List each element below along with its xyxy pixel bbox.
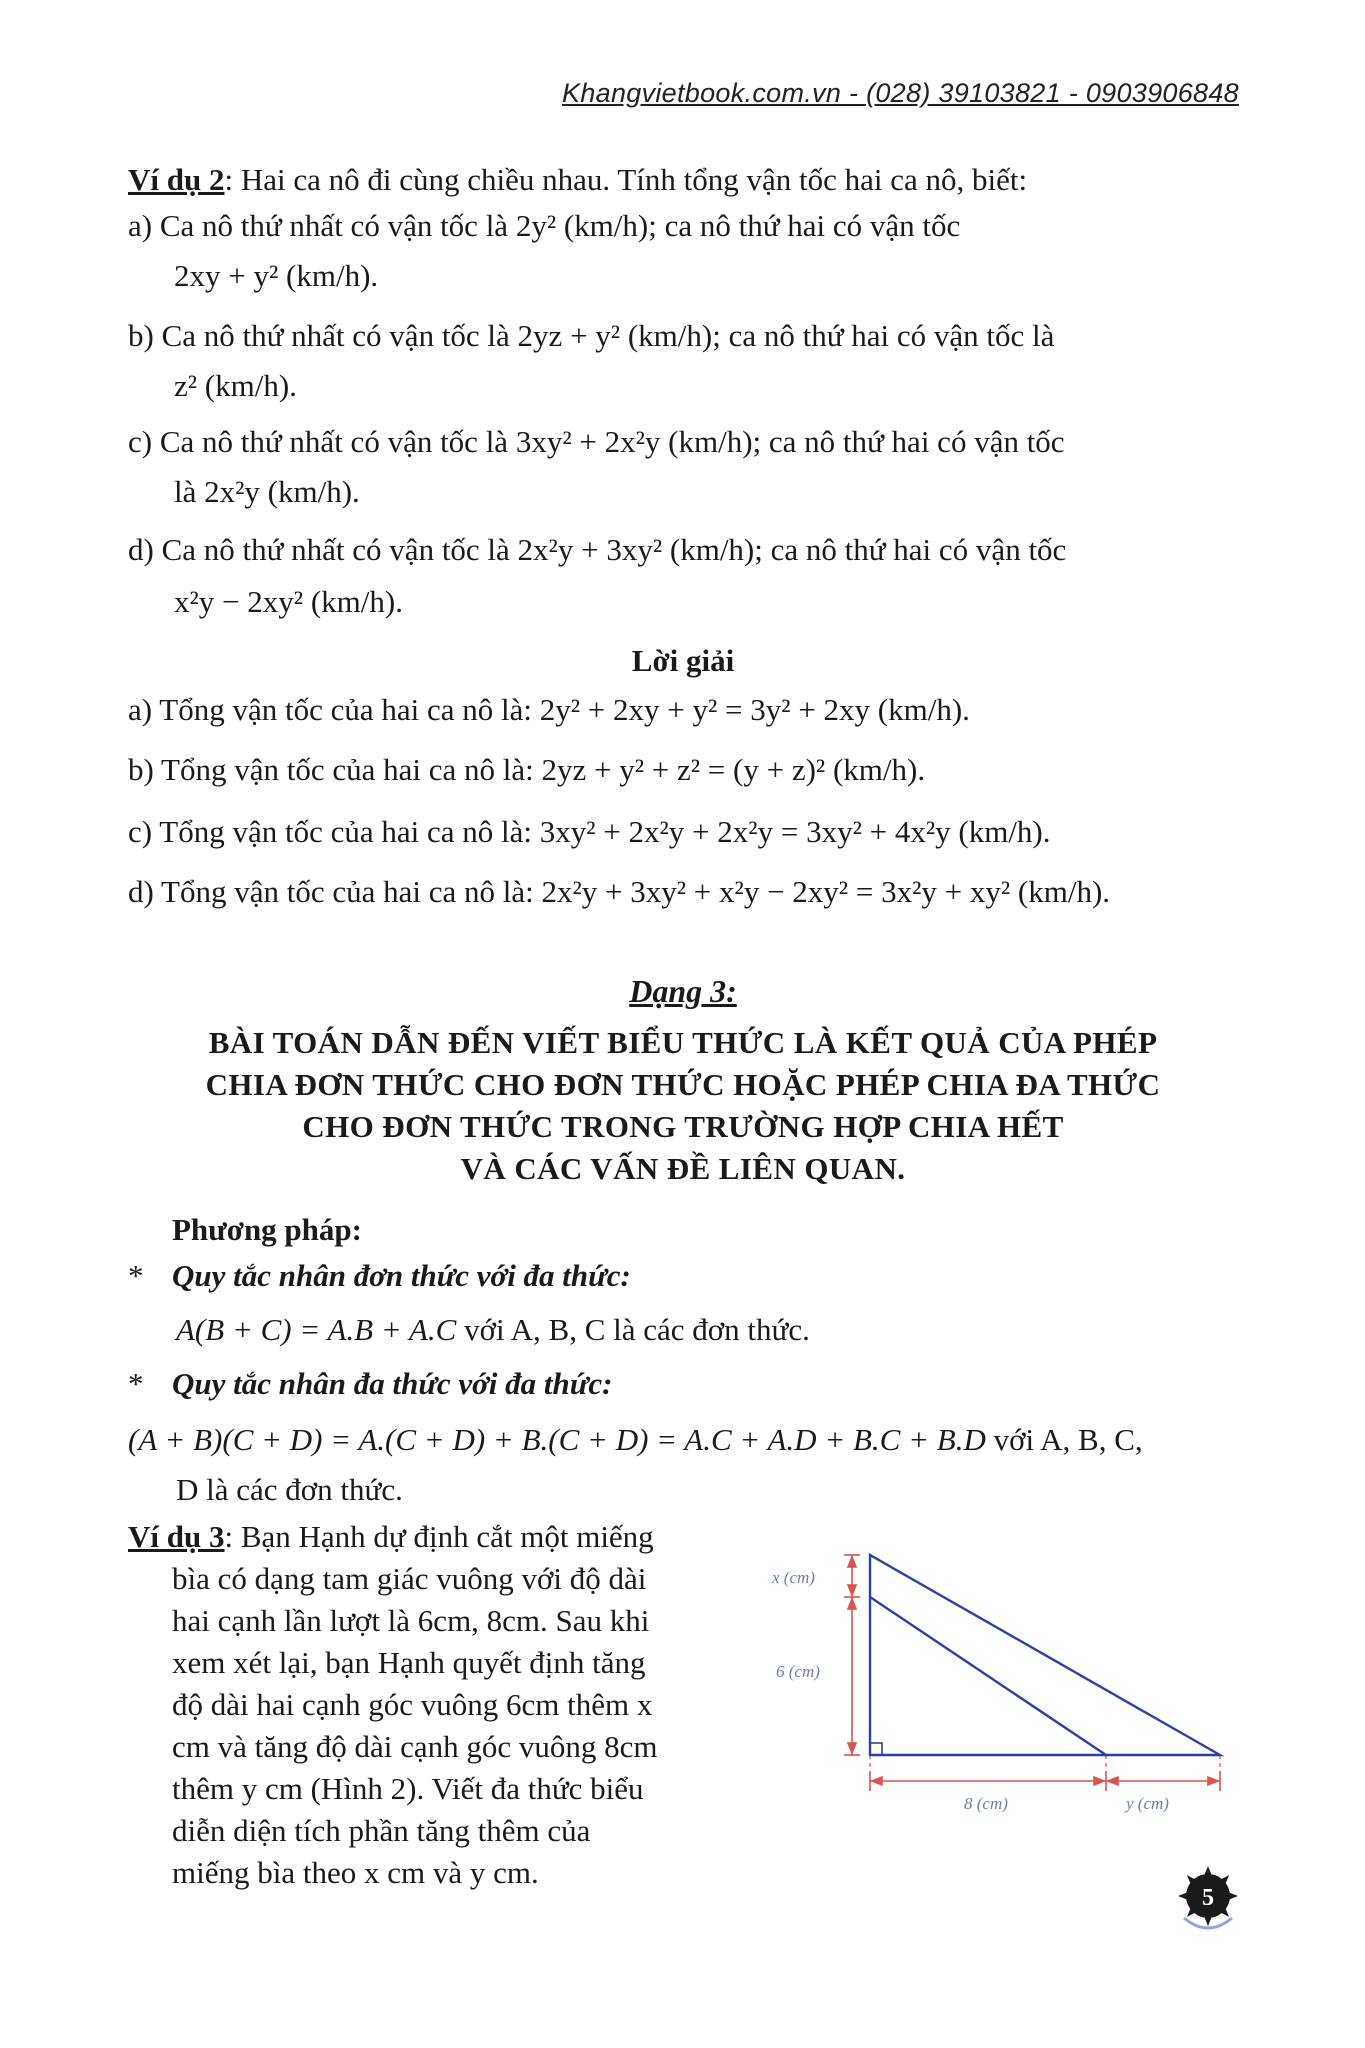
method-formula-2-tail: với A, B, C, [985,1422,1143,1457]
vd2-c-line2: là 2x²y (km/h). [174,474,360,509]
method-title: Phương pháp: [172,1212,362,1247]
vd3-line-8: diễn diện tích phần tăng thêm của [172,1813,591,1848]
vd2-b-line1: b) Ca nô thứ nhất có vận tốc là 2yz + y² (km/h); ca nô thứ hai có vận tốc là [128,318,1055,353]
solution-a: a) Tổng vận tốc của hai ca nô là: 2y² + 2xy + y² = 3y² + 2xy (km/h). [128,692,970,727]
dang3-title-line3: CHO ĐƠN THỨC TRONG TRƯỜNG HỢP CHIA HẾT [302,1109,1064,1144]
vd2-a-line1: a) Ca nô thứ nhất có vận tốc là 2y² (km/h); ca nô thứ hai có vận tốc [128,208,961,243]
page-number-badge [1168,1858,1248,1938]
solution-d: d) Tổng vận tốc của hai ca nô là: 2x²y + 3xy² + x²y − 2xy² = 3x²y + xy² (km/h). [128,874,1111,909]
method-formula-1-line [176,1310,1286,1350]
method-formula-2-line2: D là các đơn thức. [176,1472,403,1507]
label-y-cm: y (cm) [1126,1794,1169,1813]
triangle-figure [770,1545,1240,1865]
small-triangle-hypotenuse [870,1597,1106,1755]
method-bullet-2: * [128,1366,144,1401]
dang3-title-line2: CHIA ĐƠN THỨC CHO ĐƠN THỨC HOẶC PHÉP CHIA ĐA THỨC [205,1067,1161,1102]
vd3-line-3: hai cạnh lần lượt là 6cm, 8cm. Sau khi [172,1603,650,1638]
vd3-line-4: xem xét lại, bạn Hạnh quyết định tăng [172,1645,646,1680]
solution-title: Lời giải [631,643,735,678]
vd3-line-9: miếng bìa theo x cm và y cm. [172,1855,539,1890]
method-rule-2: Quy tắc nhân đa thức với đa thức: [172,1366,613,1401]
right-angle-mark [870,1743,882,1755]
label-8-cm: 8 (cm) [964,1794,1008,1813]
vd2-intro-line [128,160,1238,200]
page-number: 5 [1202,1885,1214,1911]
method-formula-1: A(B + C) = A.B + A.C [176,1312,457,1347]
vd2-intro: : Hai ca nô đi cùng chiều nhau. Tính tổng vận tốc hai ca nô, biết: [224,162,1028,197]
dang3-label-wrap [128,970,1238,1013]
method-bullet-1: * [128,1258,144,1293]
vd3-line-2: bìa có dạng tam giác vuông với độ dài [172,1561,647,1596]
dang3-label: Dạng 3: [629,973,737,1009]
vd2-b-line2: z² (km/h). [174,368,297,403]
vd3-line-5: độ dài hai cạnh góc vuông 6cm thêm x [172,1687,653,1722]
vd3-line-7: thêm y cm (Hình 2). Viết đa thức biểu [172,1771,644,1806]
vd3-line-1 [128,1516,748,1557]
vd2-a-line2: 2xy + y² (km/h). [174,258,379,293]
vd3-label: Ví dụ 3 [128,1519,225,1554]
dang3-title-line1: BÀI TOÁN DẪN ĐẾN VIẾT BIỂU THỨC LÀ KẾT QUẢ CỦA PHÉP [208,1025,1158,1060]
vd2-label: Ví dụ 2 [128,162,225,197]
vd2-d-line2: x²y − 2xy² (km/h). [174,584,403,619]
vd2-d-line1: d) Ca nô thứ nhất có vận tốc là 2x²y + 3xy² (km/h); ca nô thứ hai có vận tốc [128,532,1067,567]
large-triangle [870,1555,1220,1755]
method-formula-1-tail: với A, B, C là các đơn thức. [456,1312,810,1347]
label-x-cm: x (cm) [772,1568,815,1587]
header-contact: Khangvietbook.com.vn - (028) 39103821 - 0903906848 [562,78,1239,108]
method-rule-1: Quy tắc nhân đơn thức với đa thức: [172,1258,631,1293]
vd3-line-6: cm và tăng độ dài cạnh góc vuông 8cm [172,1729,658,1764]
solution-c: c) Tổng vận tốc của hai ca nô là: 3xy² + 2x²y + 2x²y = 3xy² + 4x²y (km/h). [128,814,1051,849]
dang3-title-line4: VÀ CÁC VẤN ĐỀ LIÊN QUAN. [460,1151,906,1186]
vd3-text-1: : Bạn Hạnh dự định cắt một miếng [224,1519,654,1554]
solution-b: b) Tổng vận tốc của hai ca nô là: 2yz + y² + z² = (y + z)² (km/h). [128,752,926,787]
vd2-c-line1: c) Ca nô thứ nhất có vận tốc là 3xy² + 2x²y (km/h); ca nô thứ hai có vận tốc [128,424,1065,459]
method-formula-2: (A + B)(C + D) = A.(C + D) + B.(C + D) = A.C + A.D + B.C + B.D [128,1422,986,1457]
method-formula-2-line [128,1420,1238,1460]
label-6-cm: 6 (cm) [776,1662,820,1681]
